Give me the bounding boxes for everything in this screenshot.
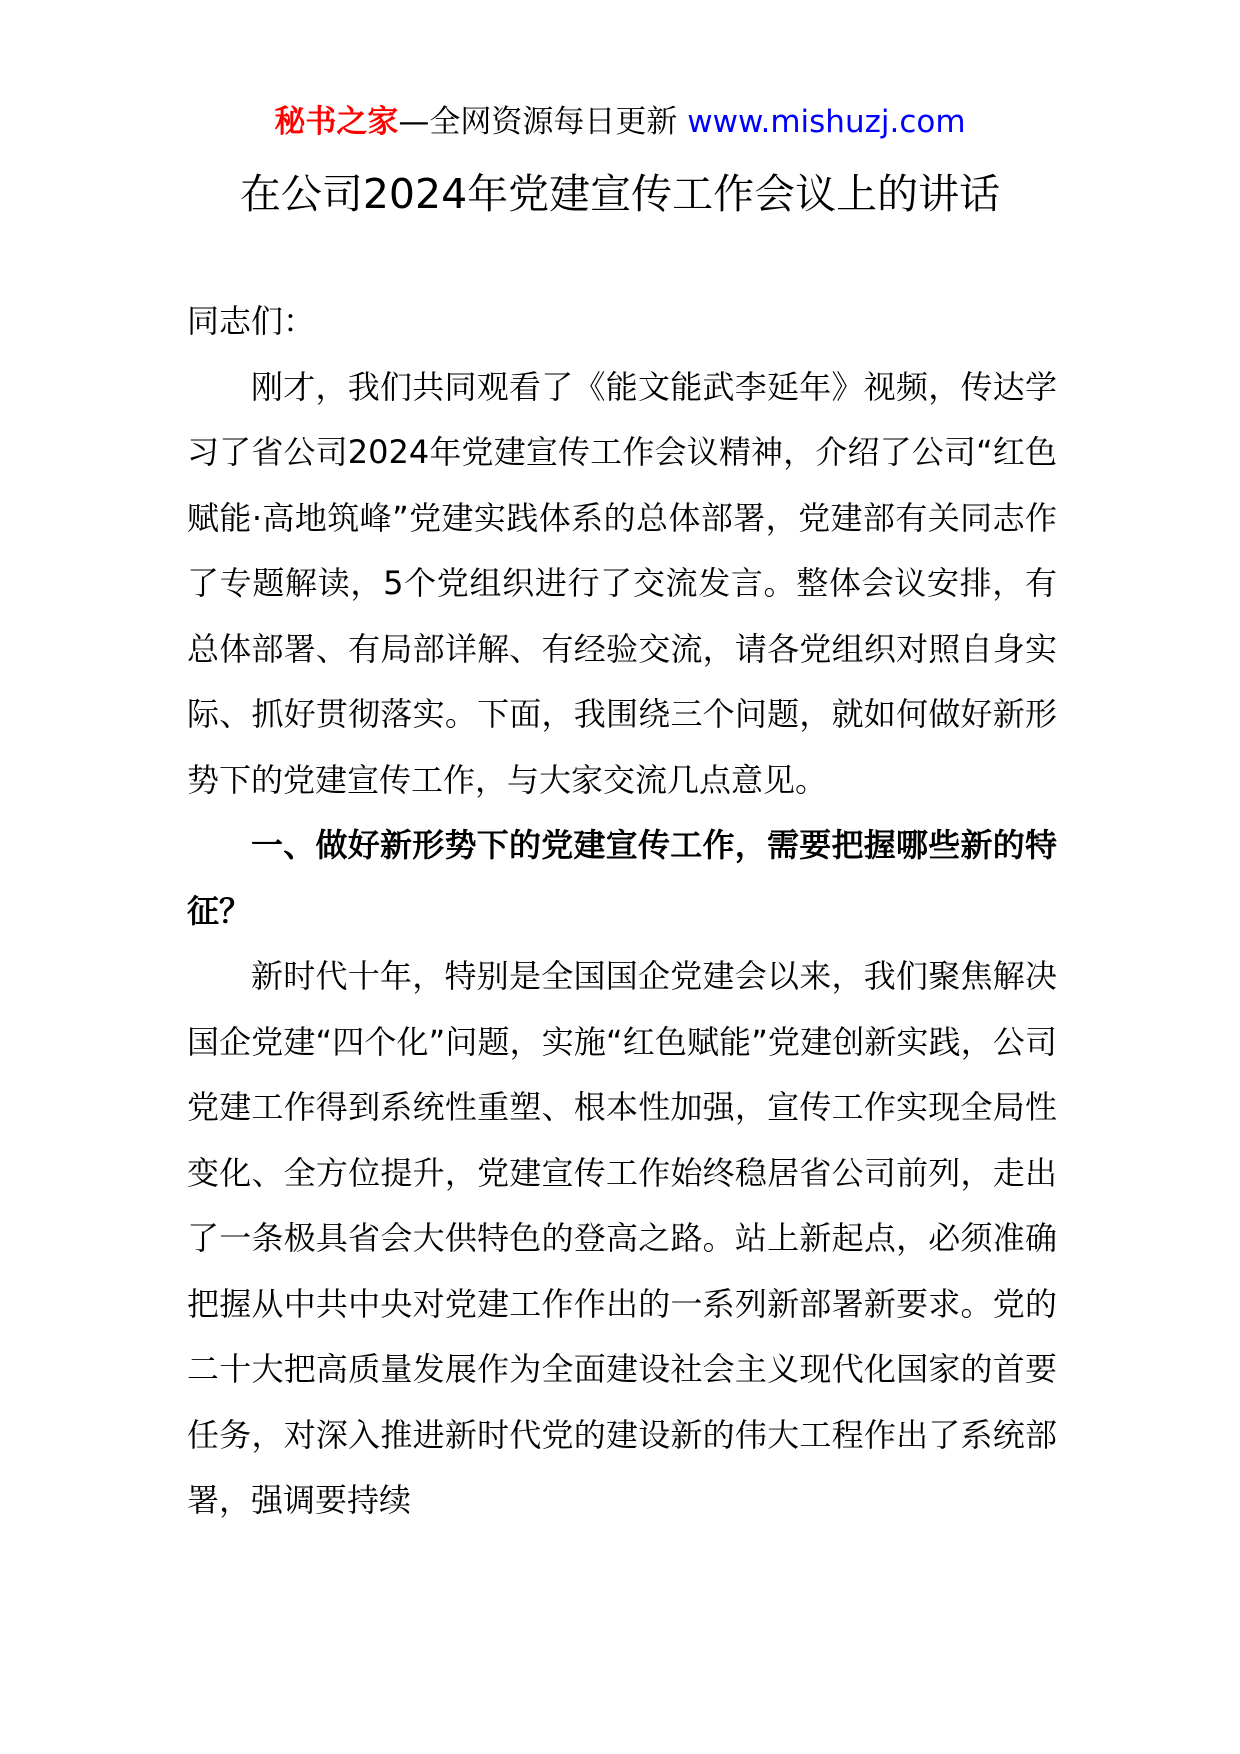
document-title: 在公司2024年党建宣传工作会议上的讲话	[239, 170, 1001, 218]
paragraph-section-1: 新时代十年，特别是全国国企党建会以来，我们聚焦解决国企党建“四个化”问题，实施“红色赋能”党建创新实践，公司党建工作得到系统性重塑、根本性加强，宣传工作实现全局性变化、全方位提升，党建宣传工作始终稳居省公司前列，走出了一条极具省会大供特色的登高之路。站上新起点，必须准确把握从中共中央对党建工作作出的一系列新部署新要求。党的二十大把高质量发展作为全面建设社会主义现代化国家的首要任务，对深入推进新时代党的建设新的伟大工程作出了系统部署，强调要持续	[187, 957, 1057, 1519]
brand-name: 秘书之家	[274, 104, 399, 140]
section-heading-1: 一、做好新形势下的党建宣传工作，需要把握哪些新的特征？	[187, 826, 1057, 930]
salutation: 同志们：	[187, 302, 316, 340]
site-banner	[0, 100, 1240, 144]
paragraph-intro: 刚才，我们共同观看了《能文能武李延年》视频，传达学习了省公司2024年党建宣传工作会议精神，介绍了公司“红色赋能·高地筑峰”党建实践体系的总体部署，党建部有关同志作了专题解读，5个党组织进行了交流发言。整体会议安排，有总体部署、有局部详解、有经验交流，请各党组织对照自身实际、抓好贯彻落实。下面，我围绕三个问题，就如何做好新形势下的党建宣传工作，与大家交流几点意见。	[187, 367, 1057, 799]
document-body	[187, 289, 1057, 1534]
banner-slogan: —全网资源每日更新	[398, 104, 678, 140]
site-url: www.mishuzj.com	[677, 104, 966, 140]
